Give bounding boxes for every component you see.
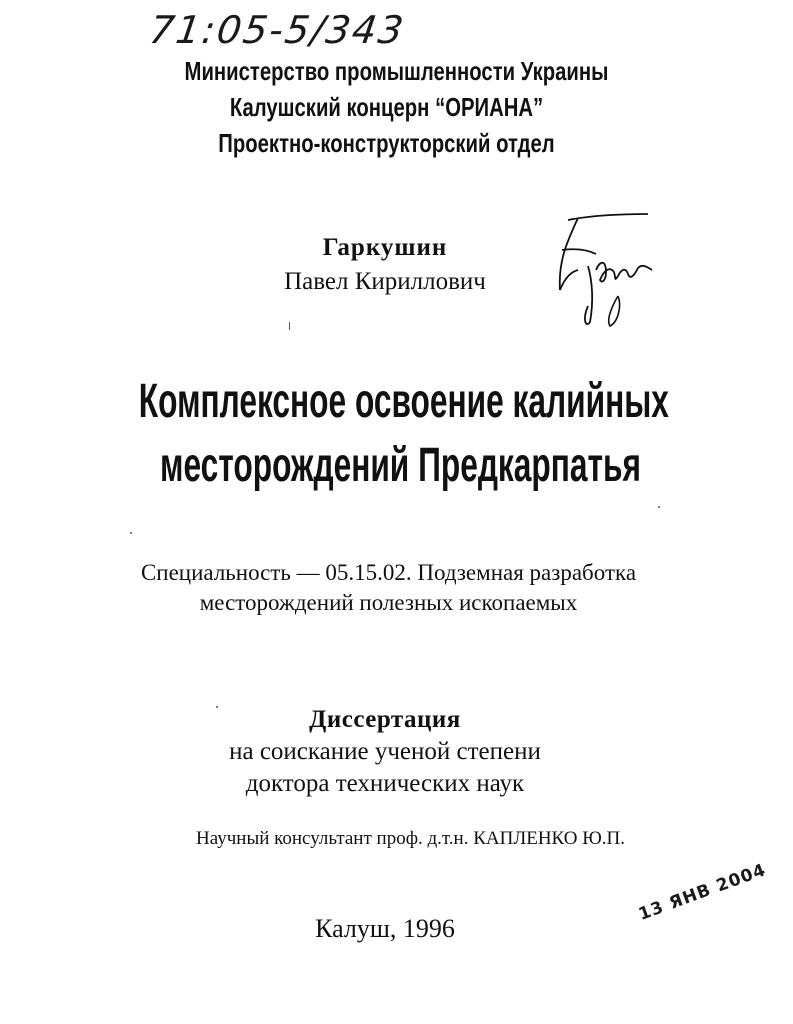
- specialty-line-2: месторождений полезных ископаемых: [199, 590, 578, 615]
- scan-speck: [130, 532, 132, 534]
- scientific-consultant: Научный консультант проф. д.т.н. КАПЛЕНКО Ю.П.: [196, 828, 625, 849]
- dissertation-heading: Диссертация: [309, 706, 461, 733]
- dissertation-title-line-1: Комплексное освоение калийных: [138, 375, 669, 428]
- archive-code-handwritten: 71:05-5/343: [146, 8, 408, 52]
- dissertation-degree-line-2: доктора технических наук: [245, 770, 525, 797]
- scan-speck: [658, 506, 660, 508]
- scan-speck: [289, 322, 290, 330]
- city-and-year: Калуш, 1996: [315, 914, 455, 943]
- department-name: Проектно-конструкторский отдел: [218, 128, 555, 158]
- author-signature: [548, 210, 658, 330]
- receipt-date-stamp: 13 ЯНВ 2004: [636, 860, 769, 925]
- author-last-name: Гаркушин: [322, 234, 448, 261]
- scan-speck: [216, 706, 218, 708]
- concern-name: Калушский концерн “ОРИАНА”: [229, 92, 544, 122]
- author-first-middle-name: Павел Кириллович: [284, 268, 486, 295]
- dissertation-title-line-2: месторождений Предкарпатья: [160, 439, 641, 492]
- ministry-name: Министерство промышленности Украины: [184, 56, 609, 86]
- specialty-line-1: Специальность — 05.15.02. Подземная разработка: [140, 560, 637, 585]
- dissertation-degree-line-1: на соискание ученой степени: [229, 738, 541, 765]
